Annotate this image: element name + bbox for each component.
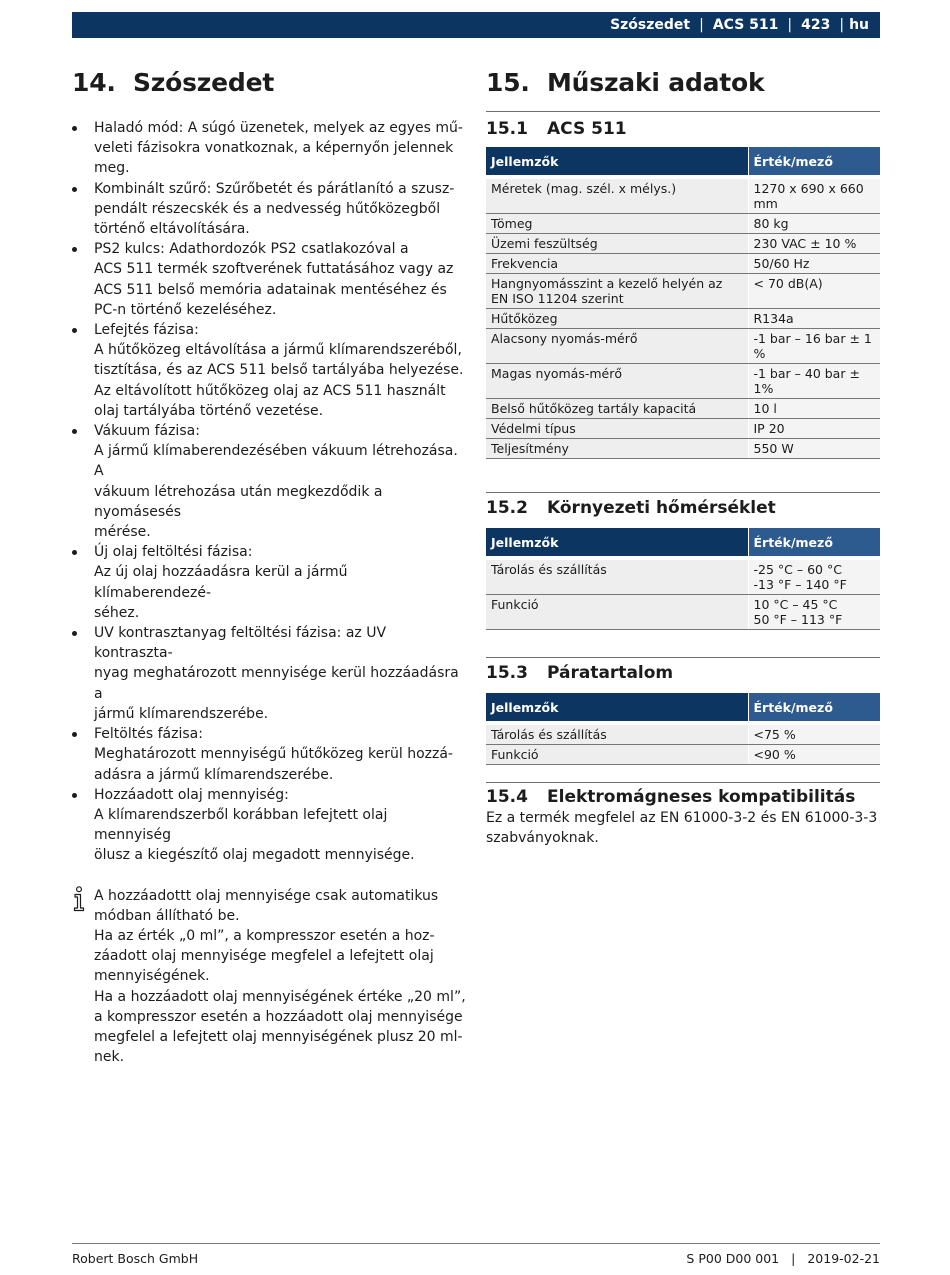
- glossary-item: Hozzáadott olaj mennyiség: A klímarendszerből korábban lefejtett olaj mennyiség ölusz a kiegészítő olaj megadott mennyisége.: [72, 785, 468, 866]
- glossary-item: UV kontrasztanyag feltöltési fázisa: az UV kontraszta- nyag meghatározott mennyisége kerül hozzáadásra a jármű klímarendszerébe.: [72, 623, 468, 724]
- table-row: [486, 274, 880, 309]
- humidity-table: [486, 693, 880, 765]
- table-row: [486, 558, 880, 595]
- value-cell: 10 °C – 45 °C 50 °F – 113 °F: [748, 595, 880, 630]
- glossary-item: Lefejtés fázisa: A hűtőközeg eltávolítása a jármű klímarendszeréből, tisztítása, és az ACS 511 belső tartályába helyezése. Az eltávolított hűtőközeg olaj az ACS 511 használt olaj tartályába történő vezetése.: [72, 320, 468, 421]
- property-cell: Funkció: [486, 595, 748, 630]
- divider: [486, 657, 880, 658]
- info-icon: [72, 886, 86, 912]
- glossary-heading: [72, 66, 468, 104]
- subsection-heading-15-2: 15.2 Környezeti hőmérséklet: [486, 498, 776, 518]
- table-row: [486, 177, 880, 214]
- footer-date: 2019-02-21: [807, 1251, 880, 1266]
- column-header-value: Érték/mező: [748, 147, 880, 177]
- property-cell: Tárolás és szállítás: [486, 558, 748, 595]
- table-row: [486, 234, 880, 254]
- info-note: [72, 886, 468, 1068]
- table-row: [486, 399, 880, 419]
- header-product: ACS 511: [712, 17, 779, 33]
- property-cell: Hűtőközeg: [486, 309, 748, 329]
- footer-info: [686, 1251, 880, 1266]
- table-row: [486, 595, 880, 630]
- column-header-property: Jellemzők: [486, 147, 748, 177]
- column-header-value: Érték/mező: [748, 693, 880, 723]
- temperature-table: [486, 528, 880, 630]
- property-cell: Tömeg: [486, 214, 748, 234]
- technical-number: 15.: [486, 68, 530, 97]
- technical-heading: [486, 66, 880, 104]
- value-cell: 550 W: [748, 439, 880, 459]
- header-separator: |: [699, 17, 704, 33]
- value-cell: <75 %: [748, 723, 880, 745]
- value-cell: R134a: [748, 309, 880, 329]
- header-section: Szószedet: [610, 17, 691, 33]
- acs511-spec-table: [486, 147, 880, 459]
- property-cell: Teljesítmény: [486, 439, 748, 459]
- footer-company: Robert Bosch GmbH: [72, 1251, 199, 1266]
- column-header-property: Jellemzők: [486, 693, 748, 723]
- glossary-item: Feltöltés fázisa: Meghatározott mennyiségű hűtőközeg kerül hozzá- adásra a jármű klímarendszerébe.: [72, 724, 468, 785]
- property-cell: Funkció: [486, 745, 748, 765]
- subsection-heading-15-4: 15.4 Elektromágneses kompatibilitás: [486, 787, 856, 807]
- note-paragraph-2: Ha az érték „0 ml”, a kompresszor esetén a hoz- záadott olaj mennyisége megfelel a lefejtett olaj mennyiségének.: [94, 927, 435, 985]
- table-row: [486, 329, 880, 364]
- table-row: [486, 439, 880, 459]
- property-cell: Hangnyomásszint a kezelő helyén az EN ISO 11204 szerint: [486, 274, 748, 309]
- property-cell: Frekvencia: [486, 254, 748, 274]
- property-cell: Méretek (mag. szél. x mélys.): [486, 177, 748, 214]
- value-cell: 230 VAC ± 10 %: [748, 234, 880, 254]
- subsection-heading-15-3: 15.3 Páratartalom: [486, 663, 674, 683]
- header-separator: |: [787, 17, 793, 33]
- table-row: [486, 745, 880, 765]
- glossary-item: Vákuum fázisa: A jármű klímaberendezésében vákuum létrehozása. A vákuum létrehozása után megkezdődik a nyomásesés mérése.: [72, 421, 468, 542]
- technical-title: Műszaki adatok: [547, 68, 765, 97]
- table-row: [486, 419, 880, 439]
- subsection-heading-15-1: 15.1 ACS 511: [486, 119, 627, 139]
- property-cell: Üzemi feszültség: [486, 234, 748, 254]
- table-row: [486, 723, 880, 745]
- value-cell: < 70 dB(A): [748, 274, 880, 309]
- divider: [486, 492, 880, 493]
- value-cell: 80 kg: [748, 214, 880, 234]
- page-header: [72, 12, 880, 38]
- value-cell: IP 20: [748, 419, 880, 439]
- table-row: [486, 254, 880, 274]
- value-cell: 1270 x 690 x 660 mm: [748, 177, 880, 214]
- glossary-number: 14.: [72, 68, 116, 97]
- header-language: hu: [849, 17, 869, 33]
- glossary-item: Új olaj feltöltési fázisa: Az új olaj hozzáadásra kerül a jármű klímaberendezé- séhez.: [72, 542, 468, 623]
- glossary-item: Haladó mód: A súgó üzenetek, melyek az egyes mű- veleti fázisokra vonatkoznak, a képernyőn jelennek meg.: [72, 118, 468, 179]
- header-separator: |: [839, 17, 845, 33]
- value-cell: 50/60 Hz: [748, 254, 880, 274]
- column-header-property: Jellemzők: [486, 528, 748, 558]
- table-row: [486, 364, 880, 399]
- footer-separator: |: [791, 1251, 796, 1266]
- glossary-item: Kombinált szűrő: Szűrőbetét és párátlanító a szusz- pendált részecskék és a nedvesség hűtőközegből történő eltávolítására.: [72, 179, 468, 240]
- value-cell: <90 %: [748, 745, 880, 765]
- footer-divider: [72, 1243, 880, 1244]
- property-cell: Magas nyomás-mérő: [486, 364, 748, 399]
- table-row: [486, 214, 880, 234]
- value-cell: -25 °C – 60 °C -13 °F – 140 °F: [748, 558, 880, 595]
- glossary-section: [72, 66, 468, 1067]
- property-cell: Védelmi típus: [486, 419, 748, 439]
- property-cell: Belső hűtőközeg tartály kapacitá: [486, 399, 748, 419]
- value-cell: -1 bar – 16 bar ± 1 %: [748, 329, 880, 364]
- glossary-list: [72, 118, 468, 866]
- property-cell: Tárolás és szállítás: [486, 723, 748, 745]
- property-cell: Alacsony nyomás-mérő: [486, 329, 748, 364]
- column-header-value: Érték/mező: [748, 528, 880, 558]
- value-cell: 10 l: [748, 399, 880, 419]
- note-paragraph-3: Ha a hozzáadott olaj mennyiségének értéke „20 ml”, a kompresszor esetén a hozzáadott olaj mennyisége megfelel a lefejtett olaj mennyiségének plusz 20 ml- nek.: [94, 988, 466, 1066]
- glossary-title: Szószedet: [133, 68, 275, 97]
- footer-doc-code: S P00 D00 001: [686, 1251, 780, 1266]
- technical-data-section: [486, 66, 880, 848]
- table-row: [486, 309, 880, 329]
- header-page-number: 423: [801, 17, 831, 33]
- emc-paragraph: Ez a termék megfelel az EN 61000-3-2 és EN 61000-3-3 szabványoknak.: [486, 810, 878, 846]
- divider: [486, 111, 880, 112]
- note-paragraph-1: A hozzáadottt olaj mennyisége csak automatikus módban állítható be.: [94, 887, 439, 924]
- glossary-item: PS2 kulcs: Adathordozók PS2 csatlakozóval a ACS 511 termék szoftverének futtatásához vagy az ACS 511 belső memória adatainak mentéséhez és PC-n történő kezeléséhez.: [72, 239, 468, 320]
- value-cell: -1 bar – 40 bar ± 1%: [748, 364, 880, 399]
